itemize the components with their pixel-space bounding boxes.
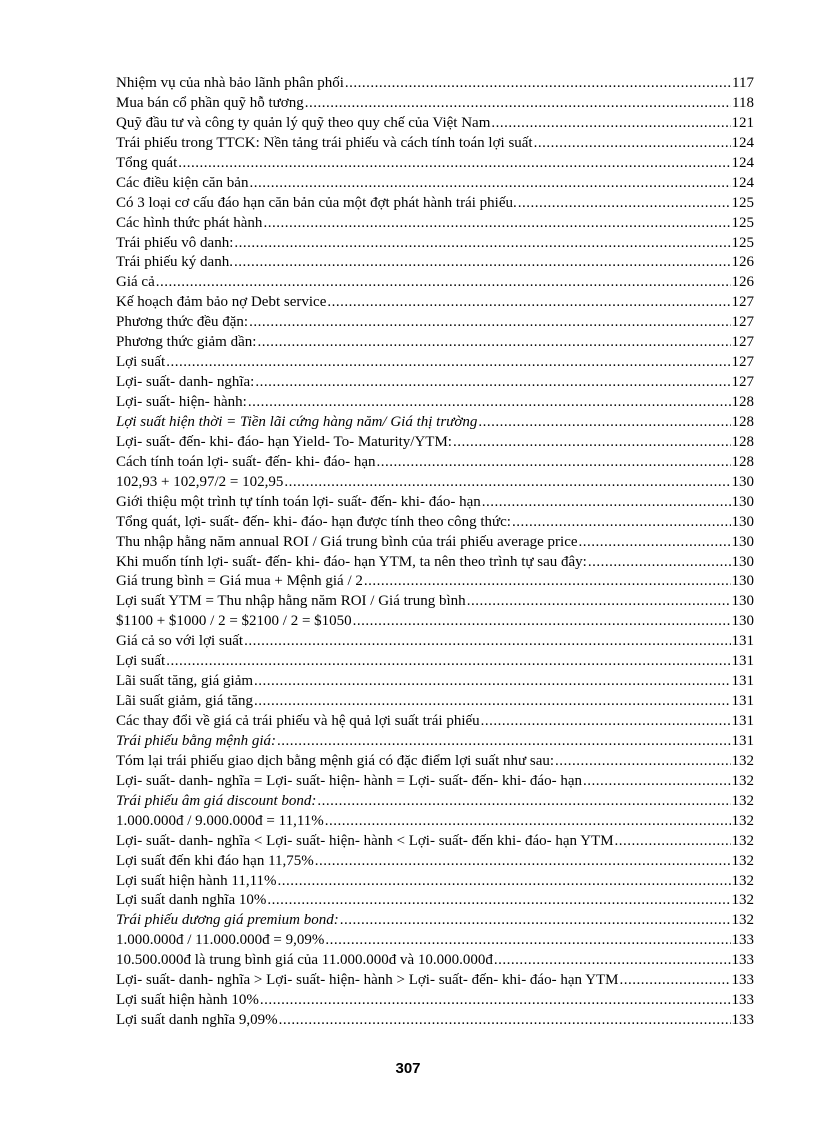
toc-entry — [116, 175, 754, 195]
toc-entry-title: Trái phiếu trong TTCK: Nền tảng trái phiếu và cách tính toán lợi suất — [116, 134, 533, 151]
toc-leader-dots — [579, 534, 731, 551]
toc-leader-dots — [254, 673, 730, 690]
toc-entry-page: 126 — [731, 254, 754, 271]
toc-entry-title: Khi muốn tính lợi- suất- đến- khi- đáo- hạn YTM, ta nên theo trình tự sau đây: — [116, 553, 587, 570]
toc-leader-dots — [478, 414, 730, 431]
toc-entry — [116, 813, 754, 833]
toc-entry-title: Mua bán cổ phần quỹ hỗ tương — [116, 94, 304, 111]
toc-entry — [116, 494, 754, 514]
toc-entry-title: Tóm lại trái phiếu giao dịch bằng mệnh giá có đặc điểm lợi suất như sau: — [116, 752, 555, 769]
toc-leader-dots — [277, 733, 731, 750]
toc-entry-title: Lợi suất hiện hành 10% — [116, 992, 259, 1009]
toc-entry — [116, 992, 754, 1012]
toc-entry — [116, 554, 754, 574]
toc-entry — [116, 793, 754, 813]
toc-entry — [116, 95, 754, 115]
toc-entry-page: 131 — [731, 693, 754, 710]
toc-entry-title: Lợi suất danh nghĩa 10% — [116, 892, 267, 909]
toc-entry-title: Giá cả — [116, 274, 155, 291]
toc-entry-page: 127 — [731, 354, 754, 371]
toc-entry-title: Phương thức giảm dần: — [116, 334, 257, 351]
toc-leader-dots — [267, 892, 730, 909]
toc-entry — [116, 653, 754, 673]
toc-entry — [116, 135, 754, 155]
toc-entry — [116, 892, 754, 912]
toc-entry-title: 10.500.000đ là trung bình giá của 11.000.000đ và 10.000.000đ — [116, 952, 493, 969]
toc-entry-title: Lãi suất giảm, giá tăng — [116, 693, 254, 710]
toc-entry-page: 133 — [731, 972, 754, 989]
toc-entry — [116, 573, 754, 593]
toc-leader-dots — [353, 613, 731, 630]
toc-entry-title: Trái phiếu dương giá premium bond: — [116, 912, 339, 929]
toc-entry-title: Trái phiếu bằng mệnh giá: — [116, 732, 276, 749]
toc-leader-dots — [166, 653, 730, 670]
toc-entry — [116, 374, 754, 394]
toc-leader-dots — [325, 813, 731, 830]
toc-entry-title: Lợi suất hiện hành 11,11% — [116, 872, 277, 889]
toc-entry-page: 125 — [731, 214, 754, 231]
toc-leader-dots — [453, 434, 731, 451]
toc-entry — [116, 274, 754, 294]
toc-entry-page: 131 — [731, 633, 754, 650]
toc-entry-title: $1100 + $1000 / 2 = $2100 / 2 = $1050 — [116, 613, 352, 630]
toc-entry-page: 130 — [731, 493, 754, 510]
toc-leader-dots — [615, 833, 731, 850]
toc-entry-title: Trái phiếu vô danh: — [116, 234, 234, 251]
toc-entry — [116, 75, 754, 95]
toc-entry-page: 125 — [731, 194, 754, 211]
toc-entry — [116, 753, 754, 773]
toc-entry-page: 131 — [731, 713, 754, 729]
toc-entry-page: 126 — [731, 274, 754, 291]
toc-entry-title: Tổng quát, lợi- suất- đến- khi- đáo- hạn được tính theo công thức: — [116, 513, 511, 530]
toc-leader-dots — [317, 793, 730, 810]
toc-leader-dots — [583, 773, 731, 790]
toc-entry-title: Lợi- suất- đến- khi- đáo- hạn Yield- To- Maturity/YTM: — [116, 433, 452, 450]
toc-entry — [116, 454, 754, 474]
toc-entry-page: 133 — [731, 992, 754, 1009]
toc-entry — [116, 314, 754, 334]
toc-entry-page: 128 — [731, 394, 754, 410]
toc-entry-page: 125 — [731, 234, 754, 251]
toc-entry — [116, 972, 754, 992]
toc-entry-page: 132 — [731, 832, 754, 849]
toc-entry — [116, 534, 754, 554]
toc-entry-page: 127 — [731, 374, 754, 391]
toc-entry — [116, 853, 754, 873]
toc-entry-page: 124 — [731, 174, 754, 191]
toc-leader-dots — [481, 713, 731, 730]
toc-leader-dots — [263, 215, 730, 232]
toc-leader-dots — [279, 1012, 731, 1029]
toc-entry-title: Lợi suất hiện thời = Tiền lãi cứng hàng năm/ Giá thị trường — [116, 413, 478, 430]
toc-entry-page: 132 — [731, 912, 754, 929]
toc-leader-dots — [491, 115, 730, 132]
toc-entry — [116, 593, 754, 613]
toc-leader-dots — [257, 334, 730, 351]
toc-entry-page: 124 — [731, 134, 754, 151]
toc-leader-dots — [166, 354, 730, 371]
toc-leader-dots — [278, 873, 731, 890]
toc-leader-dots — [534, 135, 731, 152]
toc-entry-page: 127 — [731, 334, 754, 351]
toc-entry-title: Phương thức đều đặn: — [116, 314, 249, 331]
toc-entry-page: 128 — [731, 433, 754, 450]
toc-leader-dots — [305, 95, 731, 112]
toc-entry-page: 128 — [731, 453, 754, 470]
toc-entry-page: 133 — [731, 932, 754, 949]
toc-leader-dots — [255, 374, 730, 391]
toc-entry — [116, 394, 754, 414]
toc-entry — [116, 434, 754, 454]
toc-entry-title: Giá cả so với lợi suất — [116, 633, 244, 650]
toc-entry-page: 131 — [731, 732, 754, 749]
toc-entry — [116, 155, 754, 175]
toc-entry-page: 118 — [732, 94, 754, 111]
toc-entry-title: Tổng quát — [116, 154, 178, 171]
toc-leader-dots — [620, 972, 731, 989]
toc-entry-title: Các hình thức phát hành — [116, 214, 263, 231]
toc-entry-title: Lợi- suất- hiện- hành: — [116, 394, 247, 410]
toc-entry-title: Trái phiếu ký danh. — [116, 254, 233, 271]
toc-entry-page: 130 — [731, 593, 754, 610]
toc-entry-title: Lợi suất YTM = Thu nhập hằng năm ROI / Giá trung bình — [116, 593, 466, 610]
toc-leader-dots — [467, 593, 731, 610]
toc-leader-dots — [249, 314, 730, 331]
toc-entry-page: 131 — [731, 653, 754, 670]
toc-entry-page: 121 — [731, 114, 754, 131]
toc-entry — [116, 633, 754, 653]
toc-leader-dots — [482, 494, 731, 511]
toc-entry-page: 132 — [731, 852, 754, 869]
toc-leader-dots — [494, 952, 731, 969]
toc-entry — [116, 932, 754, 952]
toc-entry-page: 130 — [731, 533, 754, 550]
toc-entry — [116, 474, 754, 494]
toc-entry-title: Lợi suất — [116, 653, 166, 670]
toc-entry — [116, 215, 754, 235]
toc-entry-page: 127 — [731, 314, 754, 331]
toc-entry-title: 1.000.000đ / 11.000.000đ = 9,09% — [116, 932, 325, 949]
toc-entry-page: 133 — [731, 1012, 754, 1029]
toc-entry — [116, 354, 754, 374]
toc-leader-dots — [156, 274, 731, 291]
toc-leader-dots — [248, 394, 731, 411]
toc-entry — [116, 733, 754, 753]
toc-entry-title: Lợi- suất- danh- nghĩa = Lợi- suất- hiện- hành = Lợi- suất- đến- khi- đáo- hạn — [116, 772, 582, 789]
toc-entry — [116, 873, 754, 893]
toc-entry — [116, 195, 754, 215]
toc-entry-page: 127 — [731, 294, 754, 311]
toc-entry — [116, 1012, 754, 1032]
toc-entry-title: Giới thiệu một trình tự tính toán lợi- suất- đến- khi- đáo- hạn — [116, 493, 481, 510]
toc-leader-dots — [234, 235, 730, 252]
toc-entry-page: 132 — [731, 752, 754, 769]
toc-entry-page: 130 — [731, 473, 754, 490]
toc-entry — [116, 334, 754, 354]
toc-entry — [116, 514, 754, 534]
toc-entry-title: Lợi suất danh nghĩa 9,09% — [116, 1012, 278, 1029]
toc-entry-title: Có 3 loại cơ cấu đáo hạn căn bản của một đợt phát hành trái phiếu. — [116, 194, 517, 211]
toc-entry — [116, 912, 754, 932]
toc-entry-page: 130 — [731, 613, 754, 630]
toc-entry — [116, 235, 754, 255]
toc-entry-page: 130 — [731, 513, 754, 530]
toc-leader-dots — [364, 573, 731, 590]
toc-entry-page: 130 — [731, 573, 754, 590]
toc-leader-dots — [249, 175, 730, 192]
toc-leader-dots — [345, 75, 731, 92]
toc-entry — [116, 613, 754, 633]
toc-entry — [116, 254, 754, 274]
toc-entry-title: Lợi- suất- danh- nghĩa > Lợi- suất- hiện- hành > Lợi- suất- đến- khi- đáo- hạn YTM — [116, 972, 619, 989]
toc-leader-dots — [244, 633, 730, 650]
toc-entry-page: 130 — [731, 553, 754, 570]
toc-entry — [116, 294, 754, 314]
toc-entry-page: 132 — [731, 812, 754, 829]
toc-leader-dots — [260, 992, 731, 1009]
toc-entry-title: 1.000.000đ / 9.000.000đ = 11,11% — [116, 812, 324, 829]
toc-entry-title: Nhiệm vụ của nhà bảo lãnh phân phối — [116, 75, 344, 91]
toc-leader-dots — [234, 254, 731, 271]
table-of-contents — [116, 75, 754, 1032]
toc-leader-dots — [315, 853, 731, 870]
page-number: 307 — [395, 1060, 421, 1077]
toc-leader-dots — [254, 693, 730, 710]
toc-entry-page: 132 — [731, 872, 754, 889]
toc-leader-dots — [340, 912, 731, 929]
toc-leader-dots — [327, 294, 730, 311]
toc-leader-dots — [512, 514, 731, 531]
toc-entry — [116, 773, 754, 793]
toc-entry-title: Kế hoạch đảm bảo nợ Debt service — [116, 294, 327, 311]
toc-entry-page: 131 — [731, 673, 754, 690]
toc-leader-dots — [377, 454, 731, 471]
toc-entry — [116, 115, 754, 135]
toc-entry — [116, 952, 754, 972]
toc-entry-title: Lợi- suất- danh- nghĩa < Lợi- suất- hiện- hành < Lợi- suất- đến khi- đáo- hạn YTM — [116, 832, 614, 849]
toc-entry-page: 132 — [731, 772, 754, 789]
toc-leader-dots — [588, 554, 731, 571]
toc-entry-title: Lợi suất đến khi đáo hạn 11,75% — [116, 852, 314, 869]
toc-entry-title: Các điều kiện căn bản — [116, 174, 249, 191]
toc-entry-page: 132 — [731, 892, 754, 909]
toc-entry-title: 102,93 + 102,97/2 = 102,95 — [116, 473, 284, 490]
toc-leader-dots — [284, 474, 730, 491]
toc-entry-page: 128 — [731, 413, 754, 430]
toc-entry-title: Các thay đổi về giá cả trái phiếu và hệ quả lợi suất trái phiếu — [116, 713, 480, 729]
toc-entry — [116, 414, 754, 434]
toc-entry-title: Giá trung bình = Giá mua + Mệnh giá / 2 — [116, 573, 363, 590]
toc-entry-title: Lợi suất — [116, 354, 166, 371]
toc-entry-page: 133 — [731, 952, 754, 969]
toc-entry — [116, 673, 754, 693]
toc-entry — [116, 833, 754, 853]
toc-entry-title: Lãi suất tăng, giá giảm — [116, 673, 254, 690]
toc-leader-dots — [178, 155, 730, 172]
toc-entry-title: Lợi- suất- danh- nghĩa: — [116, 374, 255, 391]
toc-entry-page: 132 — [731, 792, 754, 809]
toc-entry-title: Trái phiếu âm giá discount bond: — [116, 792, 317, 809]
toc-leader-dots — [325, 932, 730, 949]
toc-entry-page: 117 — [732, 75, 754, 91]
toc-leader-dots — [518, 195, 731, 212]
toc-entry-page: 124 — [731, 154, 754, 171]
toc-entry — [116, 713, 754, 733]
toc-entry-title: Thu nhập hằng năm annual ROI / Giá trung bình của trái phiếu average price — [116, 533, 578, 550]
toc-entry-title: Cách tính toán lợi- suất- đến- khi- đáo- hạn — [116, 453, 376, 470]
toc-entry — [116, 693, 754, 713]
toc-leader-dots — [555, 753, 730, 770]
toc-entry-title: Quỹ đầu tư và công ty quản lý quỹ theo quy chế của Việt Nam — [116, 114, 491, 131]
